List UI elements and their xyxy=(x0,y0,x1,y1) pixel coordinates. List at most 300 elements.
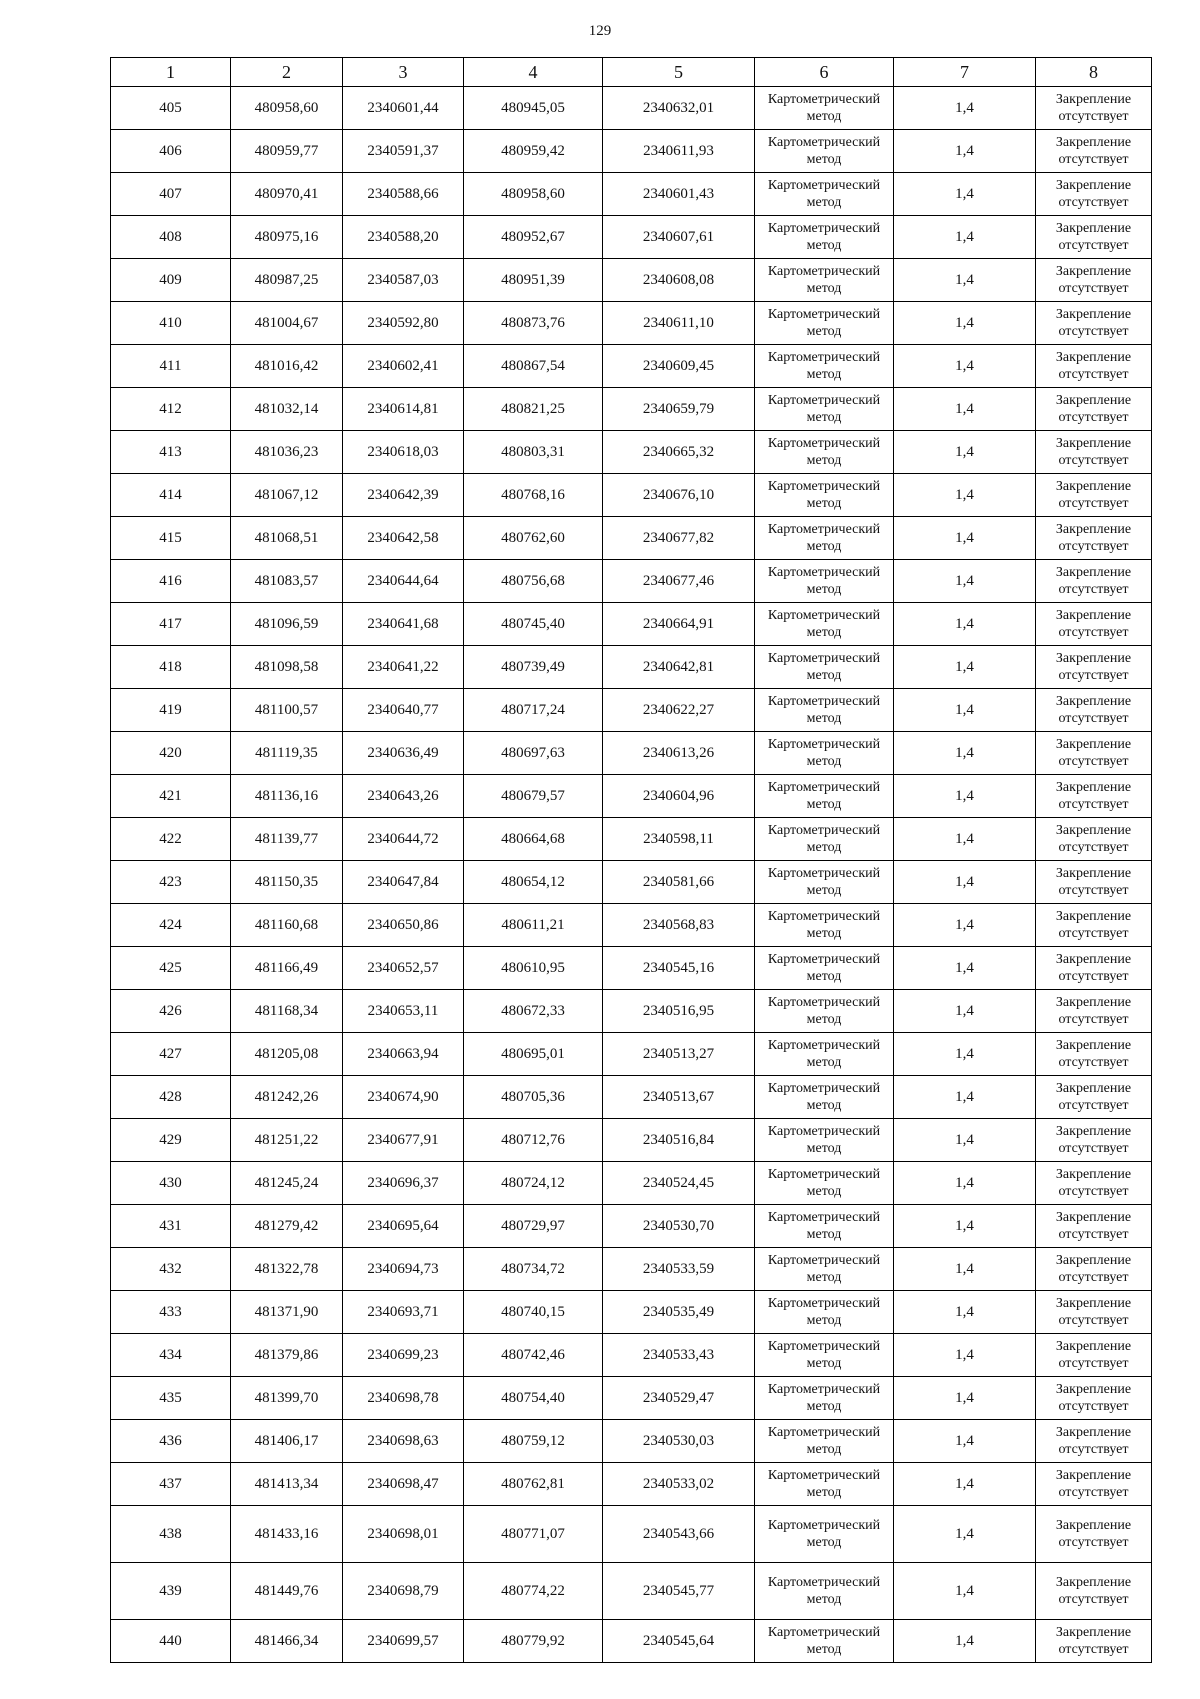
accuracy-cell: 1,4 xyxy=(894,1334,1036,1377)
method-cell: Картометрический метод xyxy=(755,259,894,302)
page-number: 129 xyxy=(588,23,612,39)
x-coordinate-2: 480717,24 xyxy=(464,689,603,732)
y-coordinate: 2340677,91 xyxy=(343,1119,464,1162)
x-coordinate: 481279,42 xyxy=(231,1205,343,1248)
table-row xyxy=(111,474,1152,517)
column-header-8: 8 xyxy=(1036,58,1152,87)
x-coordinate: 481139,77 xyxy=(231,818,343,861)
x-coordinate-2: 480952,67 xyxy=(464,216,603,259)
fixing-cell: Закрепление отсутствует xyxy=(1036,775,1152,818)
point-number: 427 xyxy=(111,1033,231,1076)
fixing-cell: Закрепление отсутствует xyxy=(1036,1119,1152,1162)
point-number: 407 xyxy=(111,173,231,216)
accuracy-cell: 1,4 xyxy=(894,1463,1036,1506)
x-coordinate-2: 480654,12 xyxy=(464,861,603,904)
table-row xyxy=(111,1162,1152,1205)
x-coordinate-2: 480873,76 xyxy=(464,302,603,345)
point-number: 422 xyxy=(111,818,231,861)
point-number: 421 xyxy=(111,775,231,818)
point-number: 433 xyxy=(111,1291,231,1334)
accuracy-cell: 1,4 xyxy=(894,947,1036,990)
y-coordinate-2: 2340524,45 xyxy=(603,1162,755,1205)
x-coordinate: 481067,12 xyxy=(231,474,343,517)
fixing-cell: Закрепление отсутствует xyxy=(1036,1291,1152,1334)
y-coordinate: 2340674,90 xyxy=(343,1076,464,1119)
method-cell: Картометрический метод xyxy=(755,302,894,345)
x-coordinate-2: 480742,46 xyxy=(464,1334,603,1377)
accuracy-cell: 1,4 xyxy=(894,1291,1036,1334)
table-row xyxy=(111,1033,1152,1076)
method-cell: Картометрический метод xyxy=(755,689,894,732)
y-coordinate: 2340641,68 xyxy=(343,603,464,646)
y-coordinate: 2340650,86 xyxy=(343,904,464,947)
fixing-cell: Закрепление отсутствует xyxy=(1036,173,1152,216)
x-coordinate-2: 480867,54 xyxy=(464,345,603,388)
method-cell: Картометрический метод xyxy=(755,1119,894,1162)
y-coordinate: 2340592,80 xyxy=(343,302,464,345)
y-coordinate-2: 2340598,11 xyxy=(603,818,755,861)
point-number: 409 xyxy=(111,259,231,302)
accuracy-cell: 1,4 xyxy=(894,216,1036,259)
y-coordinate: 2340653,11 xyxy=(343,990,464,1033)
point-number: 415 xyxy=(111,517,231,560)
method-cell: Картометрический метод xyxy=(755,560,894,603)
x-coordinate-2: 480695,01 xyxy=(464,1033,603,1076)
y-coordinate-2: 2340677,82 xyxy=(603,517,755,560)
table-row xyxy=(111,861,1152,904)
y-coordinate-2: 2340613,26 xyxy=(603,732,755,775)
method-cell: Картометрический метод xyxy=(755,861,894,904)
point-number: 432 xyxy=(111,1248,231,1291)
x-coordinate-2: 480945,05 xyxy=(464,87,603,130)
y-coordinate-2: 2340516,84 xyxy=(603,1119,755,1162)
method-cell: Картометрический метод xyxy=(755,216,894,259)
x-coordinate-2: 480734,72 xyxy=(464,1248,603,1291)
method-cell: Картометрический метод xyxy=(755,388,894,431)
y-coordinate-2: 2340535,49 xyxy=(603,1291,755,1334)
x-coordinate: 481371,90 xyxy=(231,1291,343,1334)
x-coordinate-2: 480724,12 xyxy=(464,1162,603,1205)
table-row xyxy=(111,1463,1152,1506)
point-number: 419 xyxy=(111,689,231,732)
y-coordinate-2: 2340642,81 xyxy=(603,646,755,689)
accuracy-cell: 1,4 xyxy=(894,1162,1036,1205)
x-coordinate: 481004,67 xyxy=(231,302,343,345)
table-row xyxy=(111,259,1152,302)
y-coordinate: 2340698,01 xyxy=(343,1506,464,1563)
x-coordinate: 481433,16 xyxy=(231,1506,343,1563)
method-cell: Картометрический метод xyxy=(755,732,894,775)
fixing-cell: Закрепление отсутствует xyxy=(1036,1620,1152,1663)
fixing-cell: Закрепление отсутствует xyxy=(1036,560,1152,603)
point-number: 434 xyxy=(111,1334,231,1377)
y-coordinate-2: 2340609,45 xyxy=(603,345,755,388)
fixing-cell: Закрепление отсутствует xyxy=(1036,1334,1152,1377)
x-coordinate-2: 480803,31 xyxy=(464,431,603,474)
point-number: 440 xyxy=(111,1620,231,1663)
x-coordinate: 481150,35 xyxy=(231,861,343,904)
y-coordinate: 2340642,58 xyxy=(343,517,464,560)
column-header-1: 1 xyxy=(111,58,231,87)
fixing-cell: Закрепление отсутствует xyxy=(1036,259,1152,302)
y-coordinate: 2340698,79 xyxy=(343,1563,464,1620)
method-cell: Картометрический метод xyxy=(755,603,894,646)
x-coordinate: 481136,16 xyxy=(231,775,343,818)
fixing-cell: Закрепление отсутствует xyxy=(1036,1248,1152,1291)
accuracy-cell: 1,4 xyxy=(894,345,1036,388)
method-cell: Картометрический метод xyxy=(755,1334,894,1377)
point-number: 424 xyxy=(111,904,231,947)
table-row xyxy=(111,431,1152,474)
column-header-4: 4 xyxy=(464,58,603,87)
point-number: 412 xyxy=(111,388,231,431)
accuracy-cell: 1,4 xyxy=(894,173,1036,216)
table-row xyxy=(111,1563,1152,1620)
y-coordinate: 2340695,64 xyxy=(343,1205,464,1248)
method-cell: Картометрический метод xyxy=(755,904,894,947)
table-row xyxy=(111,517,1152,560)
y-coordinate: 2340696,37 xyxy=(343,1162,464,1205)
table-row xyxy=(111,87,1152,130)
x-coordinate-2: 480768,16 xyxy=(464,474,603,517)
x-coordinate-2: 480762,60 xyxy=(464,517,603,560)
y-coordinate: 2340602,41 xyxy=(343,345,464,388)
point-number: 420 xyxy=(111,732,231,775)
x-coordinate: 481083,57 xyxy=(231,560,343,603)
fixing-cell: Закрепление отсутствует xyxy=(1036,388,1152,431)
fixing-cell: Закрепление отсутствует xyxy=(1036,689,1152,732)
point-number: 410 xyxy=(111,302,231,345)
y-coordinate-2: 2340632,01 xyxy=(603,87,755,130)
accuracy-cell: 1,4 xyxy=(894,1506,1036,1563)
method-cell: Картометрический метод xyxy=(755,1205,894,1248)
point-number: 438 xyxy=(111,1506,231,1563)
x-coordinate-2: 480712,76 xyxy=(464,1119,603,1162)
accuracy-cell: 1,4 xyxy=(894,87,1036,130)
x-coordinate: 480970,41 xyxy=(231,173,343,216)
fixing-cell: Закрепление отсутствует xyxy=(1036,474,1152,517)
y-coordinate: 2340652,57 xyxy=(343,947,464,990)
table-row xyxy=(111,775,1152,818)
accuracy-cell: 1,4 xyxy=(894,689,1036,732)
accuracy-cell: 1,4 xyxy=(894,474,1036,517)
method-cell: Картометрический метод xyxy=(755,1076,894,1119)
y-coordinate-2: 2340604,96 xyxy=(603,775,755,818)
accuracy-cell: 1,4 xyxy=(894,990,1036,1033)
method-cell: Картометрический метод xyxy=(755,345,894,388)
column-header-2: 2 xyxy=(231,58,343,87)
x-coordinate: 481016,42 xyxy=(231,345,343,388)
fixing-cell: Закрепление отсутствует xyxy=(1036,517,1152,560)
point-number: 437 xyxy=(111,1463,231,1506)
table-row xyxy=(111,1620,1152,1663)
fixing-cell: Закрепление отсутствует xyxy=(1036,345,1152,388)
x-coordinate-2: 480679,57 xyxy=(464,775,603,818)
x-coordinate: 480959,77 xyxy=(231,130,343,173)
y-coordinate-2: 2340665,32 xyxy=(603,431,755,474)
table-header-row xyxy=(111,58,1152,87)
accuracy-cell: 1,4 xyxy=(894,431,1036,474)
y-coordinate: 2340643,26 xyxy=(343,775,464,818)
accuracy-cell: 1,4 xyxy=(894,646,1036,689)
accuracy-cell: 1,4 xyxy=(894,1420,1036,1463)
y-coordinate: 2340588,20 xyxy=(343,216,464,259)
x-coordinate: 481119,35 xyxy=(231,732,343,775)
method-cell: Картометрический метод xyxy=(755,1563,894,1620)
x-coordinate: 480975,16 xyxy=(231,216,343,259)
y-coordinate: 2340698,63 xyxy=(343,1420,464,1463)
table-row xyxy=(111,130,1152,173)
accuracy-cell: 1,4 xyxy=(894,1248,1036,1291)
x-coordinate: 481466,34 xyxy=(231,1620,343,1663)
y-coordinate-2: 2340568,83 xyxy=(603,904,755,947)
y-coordinate: 2340642,39 xyxy=(343,474,464,517)
method-cell: Картометрический метод xyxy=(755,1420,894,1463)
fixing-cell: Закрепление отсутствует xyxy=(1036,603,1152,646)
x-coordinate: 481096,59 xyxy=(231,603,343,646)
table-row xyxy=(111,345,1152,388)
x-coordinate: 481242,26 xyxy=(231,1076,343,1119)
method-cell: Картометрический метод xyxy=(755,1620,894,1663)
x-coordinate-2: 480771,07 xyxy=(464,1506,603,1563)
fixing-cell: Закрепление отсутствует xyxy=(1036,947,1152,990)
x-coordinate-2: 480821,25 xyxy=(464,388,603,431)
x-coordinate: 481449,76 xyxy=(231,1563,343,1620)
fixing-cell: Закрепление отсутствует xyxy=(1036,1563,1152,1620)
method-cell: Картометрический метод xyxy=(755,1162,894,1205)
fixing-cell: Закрепление отсутствует xyxy=(1036,904,1152,947)
method-cell: Картометрический метод xyxy=(755,990,894,1033)
point-number: 435 xyxy=(111,1377,231,1420)
point-number: 439 xyxy=(111,1563,231,1620)
x-coordinate: 481166,49 xyxy=(231,947,343,990)
x-coordinate: 480958,60 xyxy=(231,87,343,130)
y-coordinate: 2340647,84 xyxy=(343,861,464,904)
y-coordinate: 2340694,73 xyxy=(343,1248,464,1291)
fixing-cell: Закрепление отсутствует xyxy=(1036,1033,1152,1076)
point-number: 411 xyxy=(111,345,231,388)
y-coordinate: 2340636,49 xyxy=(343,732,464,775)
point-number: 413 xyxy=(111,431,231,474)
table-row xyxy=(111,1334,1152,1377)
accuracy-cell: 1,4 xyxy=(894,603,1036,646)
table-row xyxy=(111,560,1152,603)
method-cell: Картометрический метод xyxy=(755,1506,894,1563)
y-coordinate-2: 2340659,79 xyxy=(603,388,755,431)
x-coordinate-2: 480697,63 xyxy=(464,732,603,775)
x-coordinate-2: 480951,39 xyxy=(464,259,603,302)
point-number: 423 xyxy=(111,861,231,904)
fixing-cell: Закрепление отсутствует xyxy=(1036,1377,1152,1420)
table-row xyxy=(111,1119,1152,1162)
method-cell: Картометрический метод xyxy=(755,130,894,173)
table-row xyxy=(111,388,1152,431)
y-coordinate-2: 2340533,59 xyxy=(603,1248,755,1291)
accuracy-cell: 1,4 xyxy=(894,259,1036,302)
x-coordinate: 481245,24 xyxy=(231,1162,343,1205)
fixing-cell: Закрепление отсутствует xyxy=(1036,1506,1152,1563)
x-coordinate: 481098,58 xyxy=(231,646,343,689)
x-coordinate: 481413,34 xyxy=(231,1463,343,1506)
point-number: 428 xyxy=(111,1076,231,1119)
accuracy-cell: 1,4 xyxy=(894,302,1036,345)
point-number: 405 xyxy=(111,87,231,130)
y-coordinate-2: 2340611,10 xyxy=(603,302,755,345)
method-cell: Картометрический метод xyxy=(755,1033,894,1076)
coordinates-table xyxy=(110,57,1152,1663)
x-coordinate: 481399,70 xyxy=(231,1377,343,1420)
fixing-cell: Закрепление отсутствует xyxy=(1036,1205,1152,1248)
point-number: 436 xyxy=(111,1420,231,1463)
accuracy-cell: 1,4 xyxy=(894,1033,1036,1076)
point-number: 429 xyxy=(111,1119,231,1162)
y-coordinate-2: 2340530,03 xyxy=(603,1420,755,1463)
point-number: 406 xyxy=(111,130,231,173)
method-cell: Картометрический метод xyxy=(755,431,894,474)
x-coordinate: 481205,08 xyxy=(231,1033,343,1076)
y-coordinate-2: 2340622,27 xyxy=(603,689,755,732)
y-coordinate: 2340693,71 xyxy=(343,1291,464,1334)
fixing-cell: Закрепление отсутствует xyxy=(1036,1162,1152,1205)
fixing-cell: Закрепление отсутствует xyxy=(1036,302,1152,345)
table-row xyxy=(111,904,1152,947)
accuracy-cell: 1,4 xyxy=(894,1377,1036,1420)
column-header-7: 7 xyxy=(894,58,1036,87)
y-coordinate-2: 2340581,66 xyxy=(603,861,755,904)
accuracy-cell: 1,4 xyxy=(894,517,1036,560)
fixing-cell: Закрепление отсутствует xyxy=(1036,87,1152,130)
x-coordinate: 480987,25 xyxy=(231,259,343,302)
point-number: 418 xyxy=(111,646,231,689)
y-coordinate-2: 2340608,08 xyxy=(603,259,755,302)
y-coordinate-2: 2340513,27 xyxy=(603,1033,755,1076)
x-coordinate-2: 480745,40 xyxy=(464,603,603,646)
y-coordinate: 2340601,44 xyxy=(343,87,464,130)
table-row xyxy=(111,1506,1152,1563)
method-cell: Картометрический метод xyxy=(755,1291,894,1334)
y-coordinate: 2340588,66 xyxy=(343,173,464,216)
y-coordinate: 2340644,72 xyxy=(343,818,464,861)
x-coordinate-2: 480705,36 xyxy=(464,1076,603,1119)
method-cell: Картометрический метод xyxy=(755,818,894,861)
y-coordinate-2: 2340533,02 xyxy=(603,1463,755,1506)
y-coordinate: 2340587,03 xyxy=(343,259,464,302)
y-coordinate-2: 2340530,70 xyxy=(603,1205,755,1248)
method-cell: Картометрический метод xyxy=(755,173,894,216)
fixing-cell: Закрепление отсутствует xyxy=(1036,216,1152,259)
y-coordinate-2: 2340611,93 xyxy=(603,130,755,173)
x-coordinate: 481251,22 xyxy=(231,1119,343,1162)
accuracy-cell: 1,4 xyxy=(894,775,1036,818)
fixing-cell: Закрепление отсутствует xyxy=(1036,1420,1152,1463)
y-coordinate-2: 2340677,46 xyxy=(603,560,755,603)
x-coordinate: 481379,86 xyxy=(231,1334,343,1377)
accuracy-cell: 1,4 xyxy=(894,1119,1036,1162)
y-coordinate-2: 2340664,91 xyxy=(603,603,755,646)
table-row xyxy=(111,216,1152,259)
accuracy-cell: 1,4 xyxy=(894,560,1036,603)
table-row xyxy=(111,1377,1152,1420)
column-header-5: 5 xyxy=(603,58,755,87)
y-coordinate-2: 2340545,77 xyxy=(603,1563,755,1620)
table-row xyxy=(111,947,1152,990)
table-row xyxy=(111,689,1152,732)
accuracy-cell: 1,4 xyxy=(894,732,1036,775)
table-row xyxy=(111,173,1152,216)
y-coordinate-2: 2340529,47 xyxy=(603,1377,755,1420)
y-coordinate-2: 2340607,61 xyxy=(603,216,755,259)
table-row xyxy=(111,603,1152,646)
accuracy-cell: 1,4 xyxy=(894,1076,1036,1119)
y-coordinate-2: 2340533,43 xyxy=(603,1334,755,1377)
x-coordinate-2: 480958,60 xyxy=(464,173,603,216)
x-coordinate: 481068,51 xyxy=(231,517,343,560)
table-row xyxy=(111,1248,1152,1291)
x-coordinate-2: 480779,92 xyxy=(464,1620,603,1663)
y-coordinate-2: 2340543,66 xyxy=(603,1506,755,1563)
y-coordinate: 2340641,22 xyxy=(343,646,464,689)
table-row xyxy=(111,302,1152,345)
column-header-6: 6 xyxy=(755,58,894,87)
x-coordinate-2: 480756,68 xyxy=(464,560,603,603)
fixing-cell: Закрепление отсутствует xyxy=(1036,732,1152,775)
y-coordinate: 2340699,57 xyxy=(343,1620,464,1663)
accuracy-cell: 1,4 xyxy=(894,130,1036,173)
x-coordinate-2: 480739,49 xyxy=(464,646,603,689)
table-row xyxy=(111,732,1152,775)
y-coordinate: 2340699,23 xyxy=(343,1334,464,1377)
method-cell: Картометрический метод xyxy=(755,87,894,130)
table-row xyxy=(111,1076,1152,1119)
y-coordinate: 2340640,77 xyxy=(343,689,464,732)
point-number: 414 xyxy=(111,474,231,517)
x-coordinate-2: 480672,33 xyxy=(464,990,603,1033)
y-coordinate: 2340644,64 xyxy=(343,560,464,603)
fixing-cell: Закрепление отсутствует xyxy=(1036,1076,1152,1119)
y-coordinate-2: 2340513,67 xyxy=(603,1076,755,1119)
method-cell: Картометрический метод xyxy=(755,775,894,818)
accuracy-cell: 1,4 xyxy=(894,861,1036,904)
accuracy-cell: 1,4 xyxy=(894,1205,1036,1248)
method-cell: Картометрический метод xyxy=(755,1377,894,1420)
x-coordinate-2: 480740,15 xyxy=(464,1291,603,1334)
y-coordinate: 2340614,81 xyxy=(343,388,464,431)
x-coordinate: 481160,68 xyxy=(231,904,343,947)
point-number: 430 xyxy=(111,1162,231,1205)
y-coordinate-2: 2340545,64 xyxy=(603,1620,755,1663)
fixing-cell: Закрепление отсутствует xyxy=(1036,646,1152,689)
column-header-3: 3 xyxy=(343,58,464,87)
point-number: 425 xyxy=(111,947,231,990)
method-cell: Картометрический метод xyxy=(755,474,894,517)
table-row xyxy=(111,646,1152,689)
x-coordinate-2: 480664,68 xyxy=(464,818,603,861)
fixing-cell: Закрепление отсутствует xyxy=(1036,431,1152,474)
table-row xyxy=(111,990,1152,1033)
point-number: 426 xyxy=(111,990,231,1033)
point-number: 417 xyxy=(111,603,231,646)
x-coordinate-2: 480759,12 xyxy=(464,1420,603,1463)
accuracy-cell: 1,4 xyxy=(894,904,1036,947)
point-number: 408 xyxy=(111,216,231,259)
method-cell: Картометрический метод xyxy=(755,947,894,990)
x-coordinate: 481322,78 xyxy=(231,1248,343,1291)
point-number: 416 xyxy=(111,560,231,603)
y-coordinate: 2340618,03 xyxy=(343,431,464,474)
accuracy-cell: 1,4 xyxy=(894,818,1036,861)
fixing-cell: Закрепление отсутствует xyxy=(1036,1463,1152,1506)
accuracy-cell: 1,4 xyxy=(894,1563,1036,1620)
